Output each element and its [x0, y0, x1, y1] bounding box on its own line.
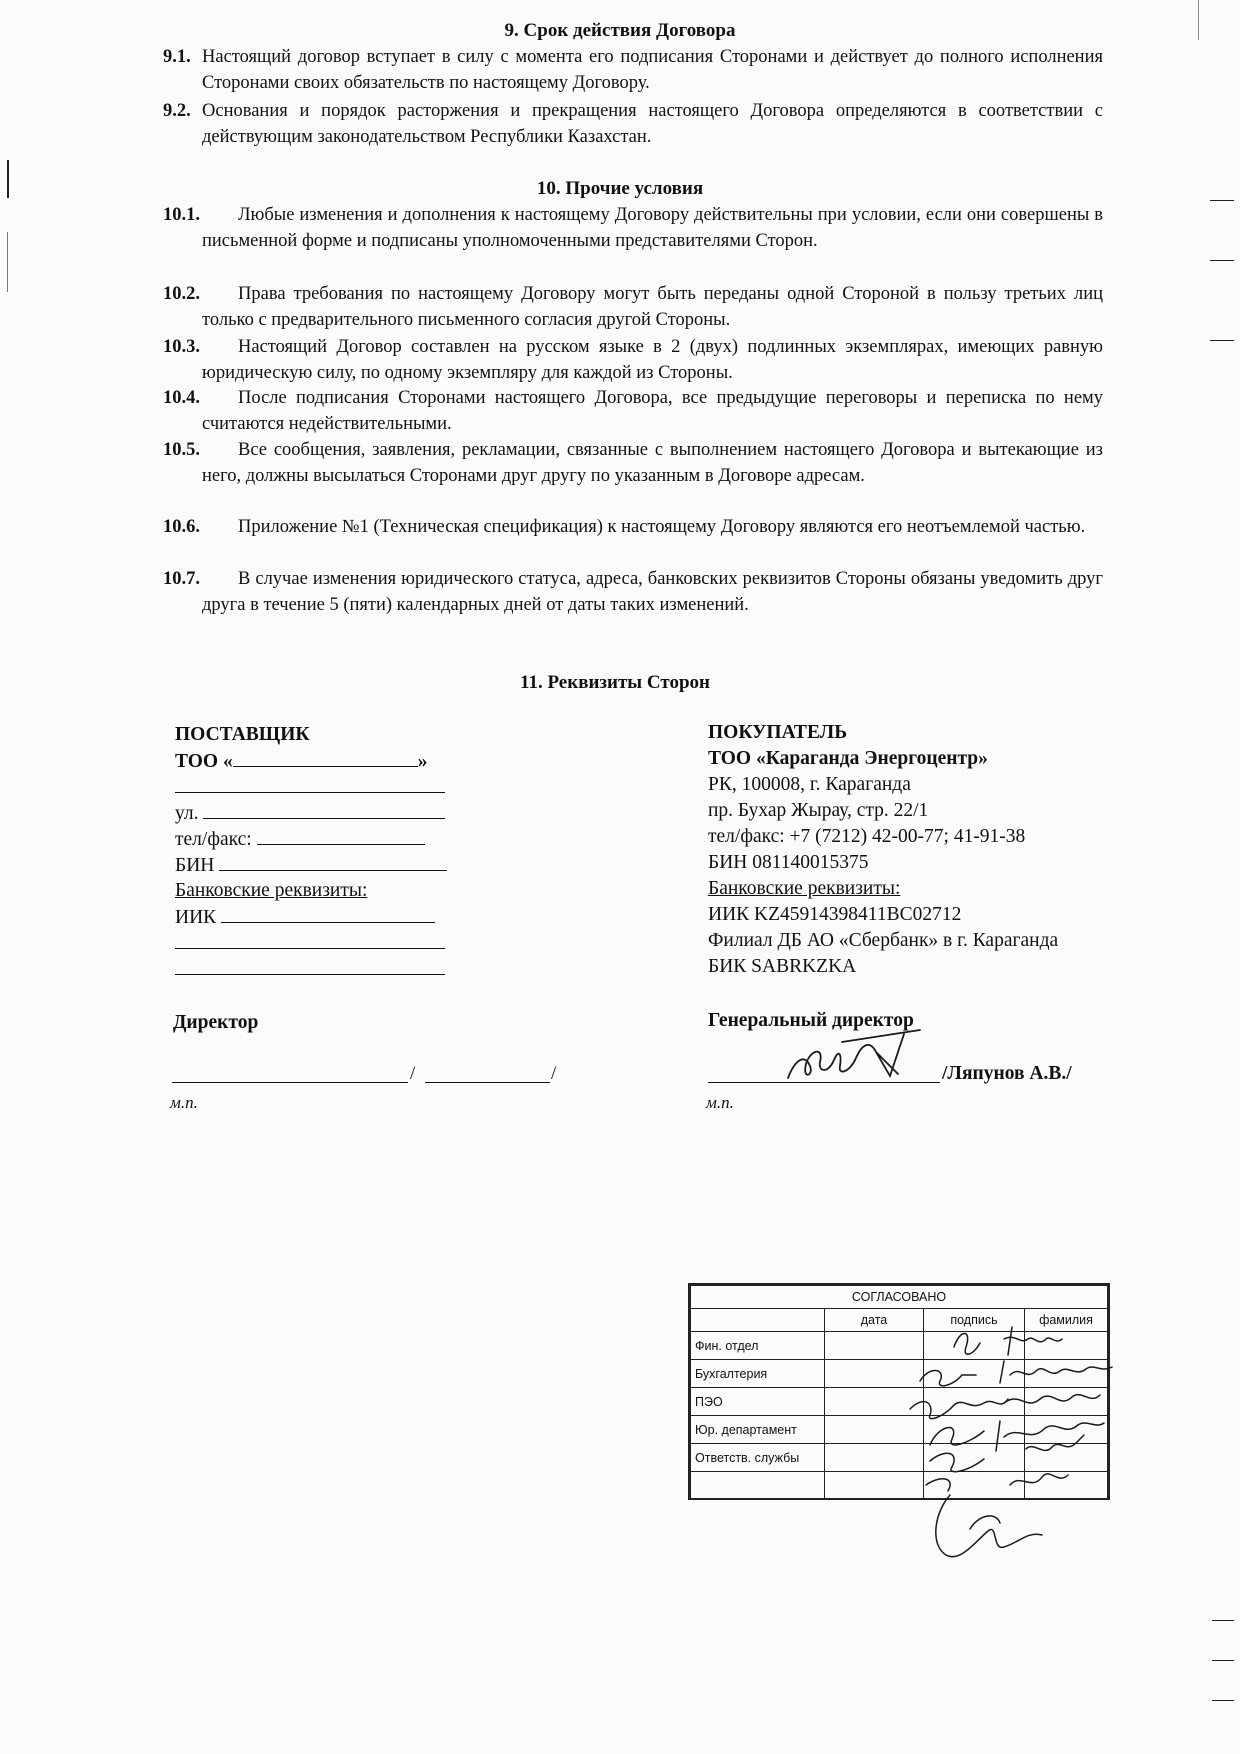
buyer-address-1: РК, 100008, г. Караганда — [708, 774, 911, 795]
scan-artifact — [1212, 1660, 1234, 1661]
supplier-block — [175, 722, 465, 982]
clause-number: 10.7. — [163, 569, 200, 589]
clause-number: 9.1. — [163, 47, 191, 67]
supplier-bin-line — [175, 852, 465, 878]
approval-row-label: Фин. отдел — [691, 1332, 825, 1360]
supplier-role: ПОСТАВЩИК — [175, 724, 310, 745]
supplier-blank-line — [175, 774, 465, 800]
clause-10-1 — [163, 202, 1103, 254]
clause-9-1 — [163, 44, 1103, 96]
blank-rule — [175, 956, 445, 975]
clause-text: В случае изменения юридического статуса, адреса, банковских реквизитов Стороны обязаны уведомить друг друга в течение 5 (пяти) календарных дней от даты таких изменений. — [202, 569, 1103, 615]
buyer-phone: тел/факс: +7 (7212) 42-00-77; 41-91-38 — [708, 826, 1026, 847]
approval-signatures-image — [900, 1325, 1150, 1590]
clause-10-4 — [163, 385, 1103, 437]
blank-rule — [257, 826, 425, 845]
buyer-signer: /Ляпунов А.В./ — [942, 1063, 1072, 1084]
blank-rule — [175, 930, 445, 949]
supplier-director-label: Директор — [173, 1012, 259, 1033]
approval-title: СОГЛАСОВАНО — [691, 1286, 1108, 1309]
approval-row-label: Бухгалтерия — [691, 1360, 825, 1388]
clause-text: Настоящий договор вступает в силу с момента его подписания Сторонами и действует до полного исполнения Сторонами своих обязательств по настоящему Договору. — [202, 47, 1103, 93]
approval-header-signature: подпись — [924, 1309, 1025, 1332]
clause-10-5 — [163, 437, 1103, 489]
clause-10-3 — [163, 334, 1103, 386]
buyer-company: ТОО «Караганда Энергоцентр» — [708, 748, 988, 769]
supplier-street-line — [175, 800, 465, 826]
approval-row-label: Юр. департамент — [691, 1416, 825, 1444]
clause-number: 10.6. — [163, 517, 200, 537]
clause-10-2 — [163, 281, 1103, 333]
scan-artifact — [1212, 1700, 1234, 1701]
supplier-bank-label: Банковские реквизиты: — [175, 880, 368, 901]
supplier-name-line — [425, 1082, 550, 1083]
buyer-bin: БИН 081140015375 — [708, 852, 869, 873]
approval-header-cell — [691, 1309, 825, 1332]
scan-artifact — [1210, 340, 1234, 341]
buyer-block — [708, 720, 1128, 980]
supplier-slash-end: / — [551, 1063, 557, 1084]
buyer-iik: ИИК KZ45914398411BC02712 — [708, 904, 962, 925]
buyer-seal-label: м.п. — [706, 1093, 734, 1112]
approval-header-date: дата — [825, 1309, 924, 1332]
supplier-iik-line — [175, 904, 465, 930]
clause-text: Приложение №1 (Техническая спецификация) к настоящему Договору являются его неотъемлемой частью. — [238, 517, 1086, 537]
clause-number: 9.2. — [163, 101, 191, 121]
supplier-iik-label: ИИК — [175, 907, 217, 928]
approval-header-surname: фамилия — [1025, 1309, 1108, 1332]
scan-artifact — [1210, 260, 1234, 261]
approval-row-label — [691, 1472, 825, 1500]
blank-rule — [175, 774, 445, 793]
supplier-company-line — [175, 748, 465, 774]
scan-artifact — [1210, 200, 1234, 201]
supplier-blank-line — [175, 956, 465, 982]
clause-text: После подписания Сторонами настоящего Договора, все предыдущие переговоры и переписка по нему считаются недействительными. — [202, 388, 1103, 434]
supplier-bin-label: БИН — [175, 855, 215, 876]
blank-rule — [219, 852, 447, 871]
supplier-company-blank — [233, 748, 418, 767]
clause-text: Любые изменения и дополнения к настоящему Договору действительны при условии, если они совершены в письменной форме и подписаны уполномоченными представителями Сторон. — [202, 205, 1103, 251]
supplier-seal-label: м.п. — [170, 1093, 198, 1112]
section-10-title: 10. Прочие условия — [536, 178, 704, 199]
buyer-role: ПОКУПАТЕЛЬ — [708, 722, 848, 743]
clause-text: Основания и порядок расторжения и прекращения настоящего Договора определяются в соответствии с действующим законодательством Республики Казахстан. — [202, 101, 1103, 147]
supplier-blank-line — [175, 930, 465, 956]
buyer-address-2: пр. Бухар Жырау, стр. 22/1 — [708, 800, 929, 821]
blank-rule — [221, 904, 435, 923]
section-9-title: 9. Срок действия Договора — [504, 20, 736, 41]
clause-number: 10.3. — [163, 337, 200, 357]
scan-artifact — [7, 232, 8, 292]
supplier-signature-line — [172, 1082, 408, 1083]
buyer-bik: БИК SABRKZKA — [708, 956, 857, 977]
approval-row-label: Ответств. службы — [691, 1444, 825, 1472]
supplier-phone-line — [175, 826, 465, 852]
clause-number: 10.4. — [163, 388, 200, 408]
clause-9-2 — [163, 98, 1103, 150]
supplier-company-suffix: » — [417, 751, 428, 772]
supplier-phone-label: тел/факс: — [175, 829, 252, 850]
clause-number: 10.2. — [163, 284, 200, 304]
scan-artifact — [1198, 0, 1199, 40]
director-signature-image — [780, 1022, 930, 1090]
approval-row-label: ПЭО — [691, 1388, 825, 1416]
clause-10-6 — [163, 514, 1103, 540]
clause-10-7 — [163, 566, 1103, 618]
buyer-bank-name: Филиал ДБ АО «Сбербанк» в г. Караганда — [708, 930, 1059, 951]
scan-artifact — [7, 160, 9, 198]
section-11-title: 11. Реквизиты Сторон — [520, 672, 710, 693]
clause-number: 10.1. — [163, 205, 200, 225]
supplier-company-prefix: ТОО « — [175, 751, 233, 772]
clause-text: Все сообщения, заявления, рекламации, связанные с выполнением настоящего Договора и вытекающие из него, должны высылаться Сторонами друг другу по указанным в Договоре адресам. — [202, 440, 1103, 486]
buyer-bank-label: Банковские реквизиты: — [708, 878, 901, 899]
clause-text: Настоящий Договор составлен на русском языке в 2 (двух) подлинных экземплярах, имеющих равную юридическую силу, по одному экземпляру для каждой из Стороны. — [202, 337, 1103, 383]
scan-artifact — [1212, 1620, 1234, 1621]
clause-number: 10.5. — [163, 440, 200, 460]
buyer-director-label: Генеральный директор — [708, 1010, 914, 1031]
supplier-street-label: ул. — [175, 803, 199, 824]
blank-rule — [203, 800, 445, 819]
supplier-slash: / — [410, 1063, 416, 1084]
clause-text: Права требования по настоящему Договору могут быть переданы одной Стороной в пользу третьих лиц только с предварительного письменного согласия другой Стороны. — [202, 284, 1103, 330]
approval-title-row — [691, 1286, 1108, 1309]
